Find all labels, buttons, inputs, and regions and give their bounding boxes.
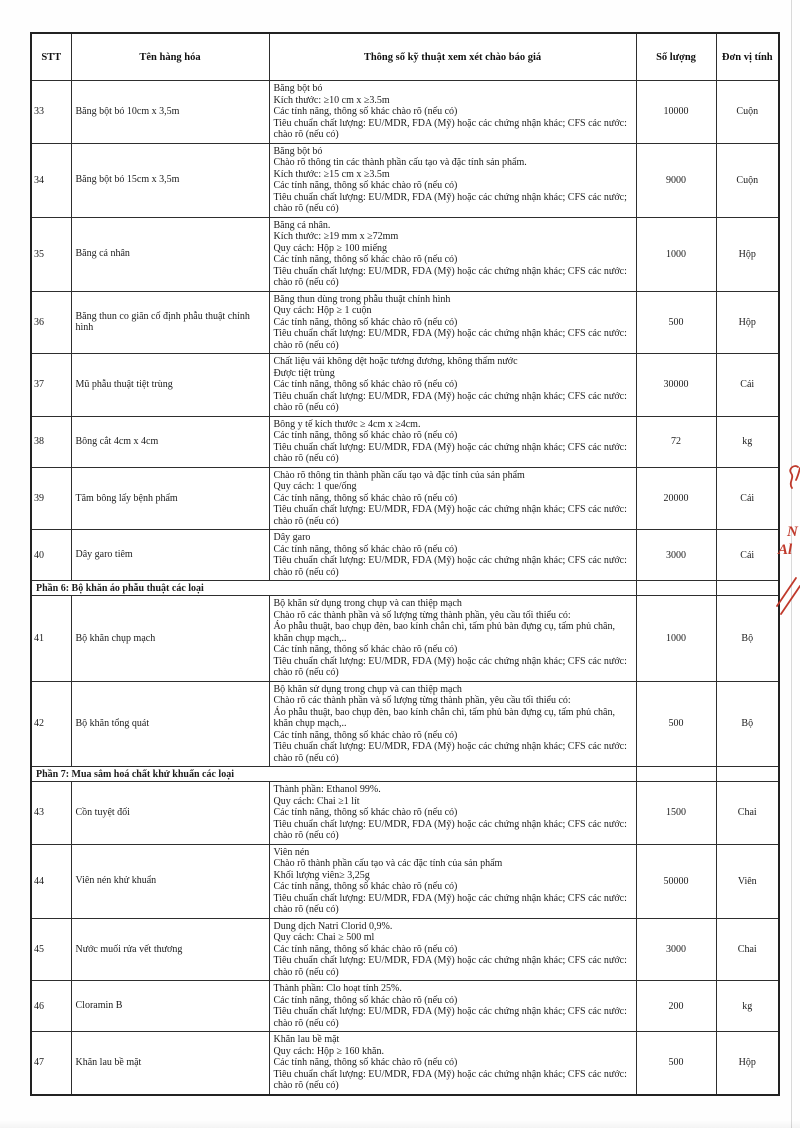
row-number: 34 (31, 143, 71, 217)
spec-line: Thành phần: Clo hoạt tính 25%. (273, 983, 402, 994)
section-unit-empty (716, 581, 779, 596)
quantity-value: 10000 (636, 81, 716, 144)
quantity-value: 50000 (636, 844, 716, 918)
spec-line: Các tính năng, thông số khác chào rõ (nếu có) (273, 254, 458, 265)
unit-value: Chai (716, 782, 779, 845)
spec-line: Tiêu chuẩn chất lượng: EU/MDR, FDA (Mỹ) hoặc các chứng nhận khác; CFS các nước: chào rõ (nếu có) (273, 117, 627, 140)
quantity-value: 3000 (636, 918, 716, 981)
header-stt: STT (31, 33, 71, 81)
spec-line: Chào rõ các thành phần và số lượng từng thành phần, yêu cầu tối thiểu có: (273, 609, 571, 621)
unit-value: Bộ (716, 681, 779, 767)
spec-line: Khối lượng viên≥ 3,25g (273, 869, 370, 881)
item-name: Dây garo tiêm (71, 530, 269, 581)
section-quantity-empty (636, 767, 716, 782)
spec-line: Tiêu chuẩn chất lượng: EU/MDR, FDA (Mỹ) hoặc các chứng nhận khác; CFS các nước: chào rõ (nếu có) (273, 555, 627, 578)
spec-line: Các tính năng, thông số khác chào rõ (nếu có) (273, 943, 458, 955)
unit-value: Cuộn (716, 81, 779, 144)
spec-line: Tiêu chuẩn chất lượng: EU/MDR, FDA (Mỹ) hoặc các chứng nhận khác; CFS các nước; chào rõ (nếu có) (273, 191, 627, 214)
unit-value: kg (716, 981, 779, 1032)
quantity-value: 1000 (636, 596, 716, 682)
spec-line: Băng thun dùng trong phẫu thuật chỉnh hình (273, 293, 451, 305)
quantity-value: 3000 (636, 530, 716, 581)
item-spec (269, 143, 636, 217)
table-row (31, 217, 779, 291)
item-spec (269, 217, 636, 291)
item-spec (269, 1032, 636, 1095)
header-quantity: Số lượng (636, 33, 716, 81)
spec-line: Các tính năng, thông số khác chào rõ (nếu có) (273, 430, 458, 441)
spec-line: Kích thước: ≥10 cm x ≥3.5m (273, 94, 390, 106)
spec-line: Băng cá nhân. (273, 219, 331, 231)
item-name: Tăm bông lấy bệnh phẩm (71, 467, 269, 530)
red-slash-icon (781, 586, 800, 614)
section-quantity-empty (636, 581, 716, 596)
row-number: 37 (31, 354, 71, 417)
section-row (31, 581, 779, 596)
spec-line: Các tính năng, thông số khác chào rõ (nếu có) (273, 1057, 458, 1068)
item-spec (269, 918, 636, 981)
spec-line: Chất liệu vải không dệt hoặc tương đương, không thấm nước (273, 356, 518, 367)
row-number: 45 (31, 918, 71, 981)
spec-line: Tiêu chuẩn chất lượng: EU/MDR, FDA (Mỹ) hoặc các chứng nhận khác; CFS các nước: chào rõ (nếu có) (273, 655, 627, 678)
spec-line: Kích thước: ≥19 mm x ≥72mm (273, 231, 399, 242)
header-row (31, 33, 779, 81)
spec-line: Dây garo (273, 532, 311, 543)
table-row (31, 1032, 779, 1095)
table-row (31, 981, 779, 1032)
unit-value: kg (716, 416, 779, 467)
item-name: Viên nén khử khuẩn (71, 844, 269, 918)
item-spec (269, 416, 636, 467)
spec-line: Chào rõ các thành phần và số lượng từng thành phần, yêu cầu tối thiểu có: (273, 695, 571, 706)
spec-line: Bộ khăn sử dụng trong chụp và can thiệp mạch (273, 683, 462, 695)
spec-line: Quy cách: 1 que/ống (273, 481, 357, 492)
item-spec (269, 596, 636, 682)
item-name: Khăn lau bề mặt (71, 1032, 269, 1095)
spec-line: Các tính năng, thông số khác chào rõ (nếu có) (273, 492, 458, 504)
item-spec (269, 981, 636, 1032)
spec-line: Tiêu chuẩn chất lượng: EU/MDR, FDA (Mỹ) hoặc các chứng nhận khác; CFS các nước: chào rõ (nếu có) (273, 741, 627, 764)
row-number: 41 (31, 596, 71, 682)
spec-line: Quy cách: Chai ≥ 500 ml (273, 932, 375, 943)
table-row (31, 844, 779, 918)
row-number: 36 (31, 291, 71, 354)
item-name: Mũ phẫu thuật tiệt trùng (71, 354, 269, 417)
item-spec (269, 354, 636, 417)
unit-value: Bộ (716, 596, 779, 682)
procurement-table (30, 32, 780, 1096)
spec-line: Các tính năng, thông số khác chào rõ (nếu có) (273, 379, 458, 390)
section-row (31, 767, 779, 782)
spec-line: Các tính năng, thông số khác chào rõ (nếu có) (273, 994, 458, 1006)
scan-bottom-shadow (0, 1120, 800, 1128)
spec-line: Chào rõ thông tin thành phần cấu tạo và đặc tính của sản phẩm (273, 469, 525, 481)
spec-line: Băng bột bó (273, 83, 323, 94)
item-spec (269, 467, 636, 530)
red-letters-al: Al (778, 542, 793, 558)
quantity-value: 9000 (636, 143, 716, 217)
red-slash-icon (777, 578, 796, 606)
section-unit-empty (716, 767, 779, 782)
table-row (31, 291, 779, 354)
red-letter-n: N (787, 524, 798, 540)
table-row (31, 782, 779, 845)
unit-value: Cái (716, 354, 779, 417)
table-row (31, 467, 779, 530)
spec-line: Quy cách: Hộp ≥ 100 miếng (273, 242, 388, 254)
spec-line: Tiêu chuẩn chất lượng: EU/MDR, FDA (Mỹ) hoặc các chứng nhận khác; CFS các nước: chào rõ (nếu có) (273, 441, 627, 464)
row-number: 44 (31, 844, 71, 918)
unit-value: Viên (716, 844, 779, 918)
table-row (31, 354, 779, 417)
row-number: 38 (31, 416, 71, 467)
row-number: 35 (31, 217, 71, 291)
spec-line: Bông y tế kích thước ≥ 4cm x ≥4cm. (273, 418, 421, 430)
spec-line: Được tiệt trùng (273, 367, 335, 379)
item-name: Bộ khăn chụp mạch (71, 596, 269, 682)
spec-line: Tiêu chuẩn chất lượng: EU/MDR, FDA (Mỹ) hoặc các chứng nhận khác; CFS các nước: chào rõ (nếu có) (273, 328, 627, 351)
row-number: 46 (31, 981, 71, 1032)
spec-line: Áo phẫu thuật, bao chụp đèn, bao kính chắn chì, tấm phủ bàn đựng cụ, tấm phủ chân, khăn chụp mạch,.. (273, 621, 615, 644)
unit-value: Cuộn (716, 143, 779, 217)
quantity-value: 1000 (636, 217, 716, 291)
header-specs: Thông số kỹ thuật xem xét chào báo giá (269, 33, 636, 81)
spec-line: Tiêu chuẩn chất lượng: EU/MDR, FDA (Mỹ) hoặc các chứng nhận khác; CFS các nước: chào rõ (nếu có) (273, 504, 627, 527)
spec-line: Tiêu chuẩn chất lượng: EU/MDR, FDA (Mỹ) hoặc các chứng nhận khác; CFS các nước: chào rõ (nếu có) (273, 955, 627, 978)
item-spec (269, 530, 636, 581)
spec-line: Tiêu chuẩn chất lượng: EU/MDR, FDA (Mỹ) hoặc các chứng nhận khác; CFS các nước: chào rõ (nếu có) (273, 265, 627, 288)
row-number: 40 (31, 530, 71, 581)
spec-line: Dung dịch Natri Clorid 0,9%. (273, 920, 393, 932)
item-name: Băng thun co giãn cố định phẫu thuật chỉnh hình (71, 291, 269, 354)
unit-value: Hộp (716, 291, 779, 354)
spec-line: Khăn lau bề mặt (273, 1034, 340, 1045)
item-spec (269, 782, 636, 845)
unit-value: Cái (716, 467, 779, 530)
spec-line: Viên nén (273, 846, 310, 858)
spec-line: Các tính năng, thông số khác chào rõ (nếu có) (273, 807, 458, 818)
table-row (31, 596, 779, 682)
item-spec (269, 291, 636, 354)
item-name: Băng bột bó 10cm x 3,5m (71, 81, 269, 144)
item-spec (269, 844, 636, 918)
spec-line: Tiêu chuẩn chất lượng: EU/MDR, FDA (Mỹ) hoặc các chứng nhận khác; CFS các nước: chào rõ (nếu có) (273, 892, 627, 915)
spec-line: Các tính năng, thông số khác chào rõ (nếu có) (273, 180, 458, 191)
spec-line: Quy cách: Hộp ≥ 160 khăn. (273, 1045, 384, 1057)
spec-line: Bộ khăn sử dụng trong chụp và can thiệp mạch (273, 598, 462, 609)
row-number: 43 (31, 782, 71, 845)
table-row (31, 918, 779, 981)
item-name: Băng bột bó 15cm x 3,5m (71, 143, 269, 217)
row-number: 39 (31, 467, 71, 530)
spec-line: Các tính năng, thông số khác chào rõ (nếu có) (273, 644, 458, 655)
unit-value: Hộp (716, 1032, 779, 1095)
section-label: Phần 6: Bộ khăn áo phẫu thuật các loại (31, 581, 636, 596)
spec-line: Thành phần: Ethanol 99%. (273, 784, 381, 795)
row-number: 47 (31, 1032, 71, 1095)
item-name: Bông cắt 4cm x 4cm (71, 416, 269, 467)
table-row (31, 143, 779, 217)
quantity-value: 200 (636, 981, 716, 1032)
spec-line: Kích thước: ≥15 cm x ≥3.5m (273, 168, 390, 180)
item-name: Cồn tuyệt đối (71, 782, 269, 845)
item-spec (269, 81, 636, 144)
unit-value: Cái (716, 530, 779, 581)
spec-line: Các tính năng, thông số khác chào rõ (nếu có) (273, 316, 458, 328)
spec-line: Băng bột bó (273, 145, 323, 157)
spec-line: Quy cách: Chai ≥1 lít (273, 795, 360, 807)
spec-line: Tiêu chuẩn chất lượng: EU/MDR, FDA (Mỹ) hoặc các chứng nhận khác; CFS các nước: chào rõ (nếu có) (273, 390, 627, 413)
item-name: Cloramin B (71, 981, 269, 1032)
unit-value: Hộp (716, 217, 779, 291)
red-ink-marks (772, 450, 800, 625)
quantity-value: 500 (636, 681, 716, 767)
row-number: 33 (31, 81, 71, 144)
spec-line: Tiêu chuẩn chất lượng: EU/MDR, FDA (Mỹ) hoặc các chứng nhận khác; CFS các nước: chào rõ (nếu có) (273, 1006, 627, 1029)
quantity-value: 30000 (636, 354, 716, 417)
item-spec (269, 681, 636, 767)
quantity-value: 72 (636, 416, 716, 467)
spec-line: Các tính năng, thông số khác chào rõ (nếu có) (273, 543, 458, 555)
table-row (31, 81, 779, 144)
table-row (31, 530, 779, 581)
spec-line: Tiêu chuẩn chất lượng: EU/MDR, FDA (Mỹ) hoặc các chứng nhận khác; CFS các nước: chào rõ (nếu có) (273, 818, 627, 841)
red-scribble-icon (790, 466, 800, 488)
quantity-value: 500 (636, 291, 716, 354)
table-body (31, 81, 779, 1095)
quantity-value: 500 (636, 1032, 716, 1095)
spec-line: Các tính năng, thông số khác chào rõ (nếu có) (273, 106, 458, 117)
item-name: Băng cá nhân (71, 217, 269, 291)
unit-value: Chai (716, 918, 779, 981)
spec-line: Áo phẫu thuật, bao chụp đèn, bao kính chắn chì, tấm phủ bàn đựng cụ, tấm phủ chân, khăn chụp mạch,.. (273, 706, 615, 729)
spec-line: Quy cách: Hộp ≥ 1 cuộn (273, 305, 372, 316)
spec-line: Các tính năng, thông số khác chào rõ (nếu có) (273, 881, 458, 892)
table-row (31, 416, 779, 467)
item-name: Bộ khăn tổng quát (71, 681, 269, 767)
spec-line: Chào rõ thông tin các thành phần cấu tạo và đặc tính sản phẩm. (273, 157, 527, 168)
item-name: Nước muối rửa vết thương (71, 918, 269, 981)
header-item-name: Tên hàng hóa (71, 33, 269, 81)
quantity-value: 1500 (636, 782, 716, 845)
header-unit: Đơn vị tính (716, 33, 779, 81)
quantity-value: 20000 (636, 467, 716, 530)
spec-line: Chào rõ thành phần cấu tạo và các đặc tính của sản phẩm (273, 858, 503, 869)
spec-line: Tiêu chuẩn chất lượng: EU/MDR, FDA (Mỹ) hoặc các chứng nhận khác; CFS các nước: chào rõ (nếu có) (273, 1068, 627, 1091)
spec-line: Các tính năng, thông số khác chào rõ (nếu có) (273, 729, 458, 741)
table-row (31, 681, 779, 767)
row-number: 42 (31, 681, 71, 767)
section-label: Phần 7: Mua sắm hoá chất khử khuẩn các loại (31, 767, 636, 782)
